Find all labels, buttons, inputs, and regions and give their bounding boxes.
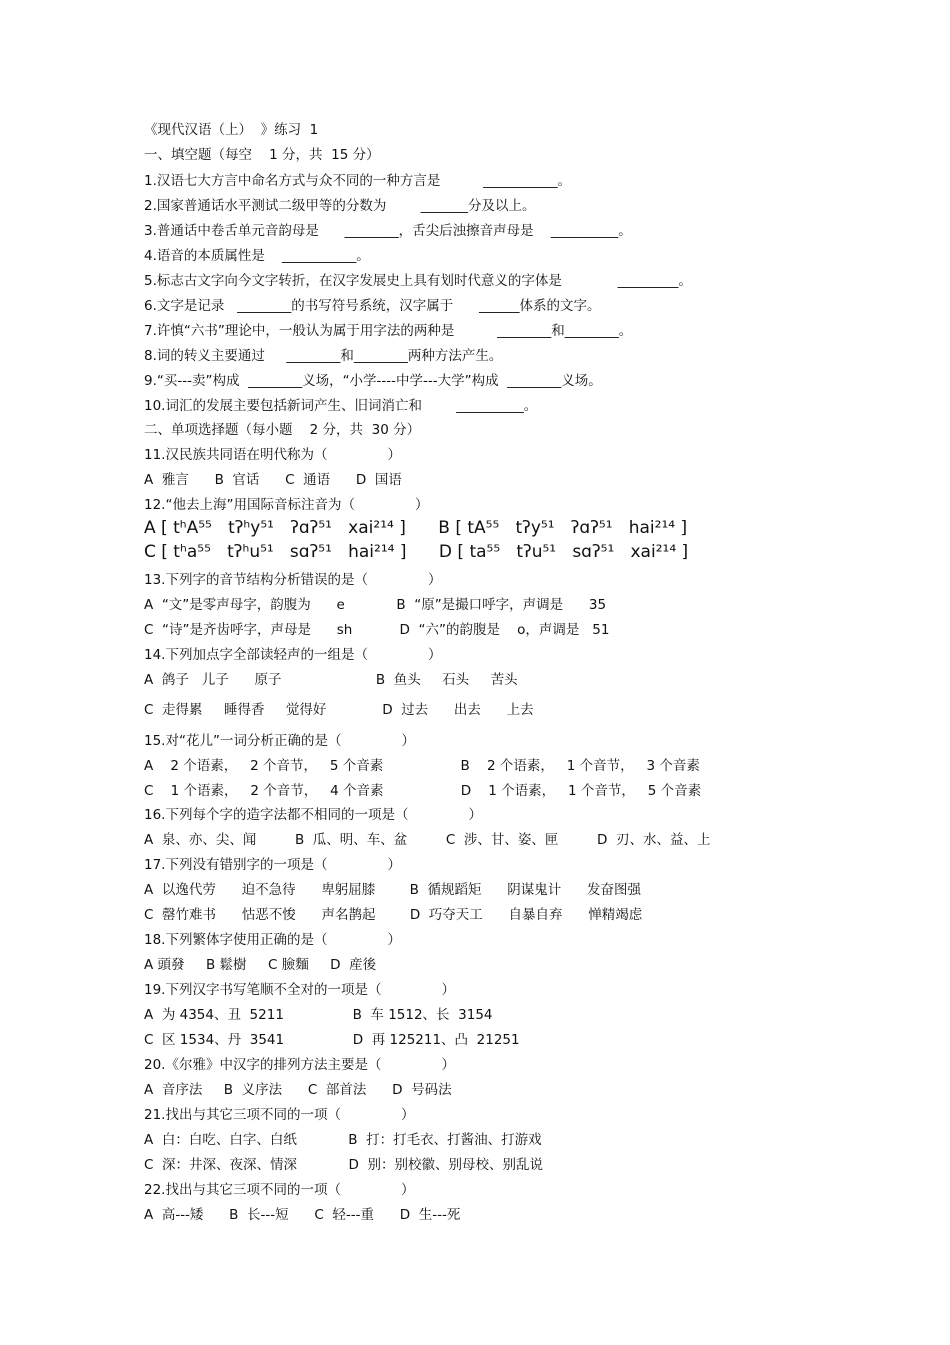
question-22: 22.找出与其它三项不同的一项（ ） xyxy=(144,1182,415,1198)
question-21-options-ab: A 白：白吃、白字、白纸 B 打：打毛衣、打酱油、打游戏 xyxy=(144,1132,542,1148)
question-11-options: A 雅言 B 官话 C 通语 D 国语 xyxy=(144,472,402,488)
question-18-options: A 頭發 B 鬆樹 C 臉麵 D 産後 xyxy=(144,957,377,973)
question-12-options-ab: A [ tʰA⁵⁵ tʔʰy⁵¹ ʔɑʔ⁵¹ xai²¹⁴ ] B [ tA⁵⁵ tʔy⁵¹ ʔɑʔ⁵¹ hai²¹⁴ ] xyxy=(144,518,688,538)
question-16-options: A 泉、亦、尖、闻 B 瓜、明、车、盆 C 涉、甘、姿、匣 D 刃、水、益、上 xyxy=(144,832,711,848)
question-5: 5.标志古文字向今文字转折，在汉字发展史上具有划时代意义的字体是 _________。 xyxy=(144,273,692,289)
question-13-options-ab: A “文”是零声母字，韵腹为 e B “原”是撮口呼字，声调是 35 xyxy=(144,597,607,613)
question-19-options-ab: A 为 4354、丑 5211 B 车 1512、长 3154 xyxy=(144,1007,493,1023)
question-14-options-ab: A 鸽子 儿子 原子 B 鱼头 石头 苦头 xyxy=(144,672,518,688)
question-13: 13.下列字的音节结构分析错误的是（ ） xyxy=(144,572,442,588)
question-1: 1.汉语七大方言中命名方式与众不同的一种方言是 ___________。 xyxy=(144,173,572,189)
question-16: 16.下列每个字的造字法都不相同的一项是（ ） xyxy=(144,807,483,823)
question-20: 20.《尔雅》中汉字的排列方法主要是（ ） xyxy=(144,1057,456,1073)
question-2: 2.国家普通话水平测试二级甲等的分数为 _______分及以上。 xyxy=(144,198,536,214)
question-15: 15.对“花儿”一词分析正确的是（ ） xyxy=(144,733,416,749)
question-12-options-cd: C [ tʰa⁵⁵ tʔʰu⁵¹ sɑʔ⁵¹ hai²¹⁴ ] D [ ta⁵⁵ tʔu⁵¹ sɑʔ⁵¹ xai²¹⁴ ] xyxy=(144,542,689,562)
exercise-title: 《现代汉语（上） 》练习 1 xyxy=(144,122,319,138)
question-8: 8.词的转义主要通过 ________和________两种方法产生。 xyxy=(144,348,503,364)
question-15-options-cd: C 1 个语素， 2 个音节， 4 个音素 D 1 个语素， 1 个音节， 5 个音素 xyxy=(144,783,702,799)
question-7: 7.许慎“六书”理论中，一般认为属于用字法的两种是 ________和________。 xyxy=(144,323,633,339)
question-13-options-cd: C “诗”是齐齿呼字，声母是 sh D “六”的韵腹是 o，声调是 51 xyxy=(144,622,610,638)
question-6: 6.文字是记录 ________的书写符号系统，汉字属于 ______体系的文字。 xyxy=(144,298,601,314)
question-15-options-ab: A 2 个语素， 2 个音节， 5 个音素 B 2 个语素， 1 个音节， 3 个音素 xyxy=(144,758,700,774)
question-17-options-ab: A 以逸代劳 迫不急待 卑躬屈膝 B 循规蹈矩 阴谋鬼计 发奋图强 xyxy=(144,882,641,898)
question-20-options: A 音序法 B 义序法 C 部首法 D 号码法 xyxy=(144,1082,452,1098)
question-3: 3.普通话中卷舌单元音韵母是 ________，舌尖后浊擦音声母是 __________。 xyxy=(144,223,632,239)
question-21: 21.找出与其它三项不同的一项（ ） xyxy=(144,1107,415,1123)
question-14: 14.下列加点字全部读轻声的一组是（ ） xyxy=(144,647,442,663)
section-choice-heading: 二、单项选择题（每小题 2 分，共 30 分） xyxy=(144,422,421,438)
question-10: 10.词汇的发展主要包括新词产生、旧词消亡和 __________。 xyxy=(144,398,538,414)
question-14-options-cd: C 走得累 睡得香 觉得好 D 过去 出去 上去 xyxy=(144,702,534,718)
question-11: 11.汉民族共同语在明代称为（ ） xyxy=(144,447,402,463)
question-22-options: A 高---矮 B 长---短 C 轻---重 D 生---死 xyxy=(144,1207,461,1223)
question-19-options-cd: C 区 1534、丹 3541 D 再 125211、凸 21251 xyxy=(144,1032,520,1048)
question-21-options-cd: C 深：井深、夜深、情深 D 别：别校徽、别母校、别乱说 xyxy=(144,1157,543,1173)
question-18: 18.下列繁体字使用正确的是（ ） xyxy=(144,932,402,948)
question-4: 4.语音的本质属性是 ___________。 xyxy=(144,248,370,264)
question-9: 9.“买---卖”构成 ________义场，“小学----中学---大学”构成 ________义场。 xyxy=(144,373,602,389)
question-19: 19.下列汉字书写笔顺不全对的一项是（ ） xyxy=(144,982,456,998)
question-12: 12.“他去上海”用国际音标注音为（ ） xyxy=(144,497,429,513)
question-17: 17.下列没有错别字的一项是（ ） xyxy=(144,857,402,873)
question-17-options-cd: C 罄竹难书 怙恶不悛 声名鹊起 D 巧夺天工 自暴自弃 惮精竭虑 xyxy=(144,907,643,923)
section-fill-blank-heading: 一、填空题（每空 1 分，共 15 分） xyxy=(144,147,380,163)
